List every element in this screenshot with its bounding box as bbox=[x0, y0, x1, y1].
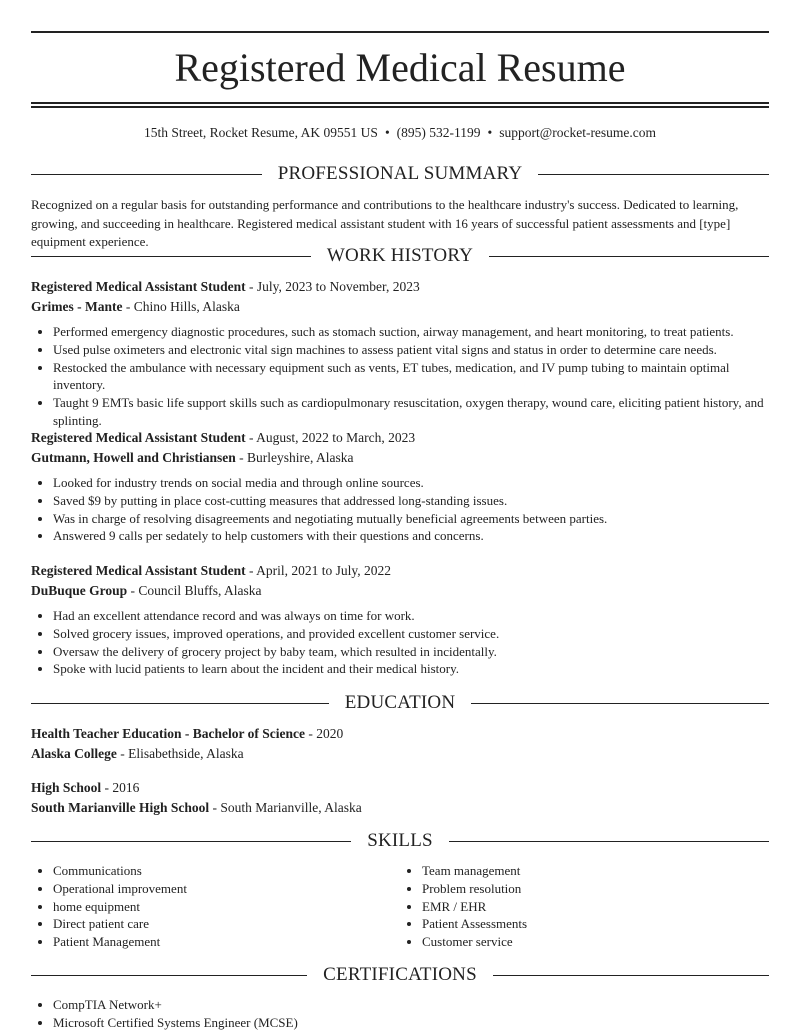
education-school-line bbox=[31, 798, 769, 818]
job-bullet: • Restocked the ambulance with necessary equipment such as vents, ET tubes, medication, and IV pump tubing to maintain optimal inventory. bbox=[53, 359, 769, 395]
job-bullets bbox=[31, 607, 769, 678]
job-entry bbox=[31, 277, 769, 430]
title-double-rule bbox=[31, 102, 769, 108]
job-title: Registered Medical Assistant Student bbox=[31, 430, 246, 445]
education-school-line bbox=[31, 744, 769, 764]
summary-text: Recognized on a regular basis for outstanding performance and contributions to the healthcare industry's success. Dedicated to learning, growing, and succeeding in healthcare. Registered medical assistant student with 16 years of successful patient assessments and [type] equipment experience. bbox=[31, 197, 739, 249]
education-school: Alaska College bbox=[31, 745, 117, 761]
job-location: - Burleyshire, Alaska bbox=[235, 449, 354, 465]
skill-item: • Customer service bbox=[422, 933, 769, 951]
job-title: Registered Medical Assistant Student bbox=[31, 563, 246, 578]
job-location: - Chino Hills, Alaska bbox=[122, 298, 240, 314]
certifications-items bbox=[31, 996, 769, 1032]
section-heading-education bbox=[31, 691, 769, 715]
section-heading-certifications bbox=[31, 963, 769, 987]
top-rule bbox=[31, 31, 769, 33]
heading-rule bbox=[31, 841, 351, 842]
contact-line bbox=[0, 124, 800, 142]
contact-email: support@rocket-resume.com bbox=[499, 125, 657, 140]
education-location: - South Marianville, Alaska bbox=[209, 799, 362, 815]
education-degree: High School bbox=[31, 780, 102, 795]
heading-rule bbox=[31, 975, 307, 976]
job-company: DuBuque Group bbox=[31, 582, 128, 598]
skill-item: • Operational improvement bbox=[53, 880, 400, 898]
job-bullet: • Oversaw the delivery of grocery project by baby team, which resulted in incidentally. bbox=[53, 643, 769, 661]
job-company-line bbox=[31, 581, 769, 601]
job-bullets bbox=[31, 474, 769, 545]
contact-separator: • bbox=[487, 125, 493, 140]
heading-rule bbox=[471, 703, 769, 704]
education-entry bbox=[31, 724, 769, 763]
section-title: EDUCATION bbox=[344, 692, 456, 713]
job-company-line bbox=[31, 297, 769, 317]
skills-list bbox=[31, 862, 769, 951]
contact-phone: (895) 532-1199 bbox=[396, 125, 481, 140]
heading-rule bbox=[31, 174, 262, 175]
heading-rule bbox=[31, 256, 311, 257]
skills-column-right bbox=[400, 862, 769, 951]
job-bullet: • Had an excellent attendance record and was always on time for work. bbox=[53, 607, 769, 625]
job-bullet: • Solved grocery issues, improved operations, and provided excellent customer service. bbox=[53, 625, 769, 643]
skill-item: • Communications bbox=[53, 862, 400, 880]
job-bullet: • Was in charge of resolving disagreements and negotiating mutually beneficial agreements between parties. bbox=[53, 510, 769, 528]
job-company-line bbox=[31, 448, 769, 468]
job-location: - Council Bluffs, Alaska bbox=[127, 582, 262, 598]
job-title-line bbox=[31, 561, 769, 581]
job-bullet: • Taught 9 EMTs basic life support skills such as cardiopulmonary resuscitation, oxygen therapy, wound care, eliciting patient history, and splinting. bbox=[53, 394, 769, 430]
skill-item: • Patient Management bbox=[53, 933, 400, 951]
section-heading-skills bbox=[31, 829, 769, 853]
job-bullet: • Answered 9 calls per sedately to help customers with their questions and concerns. bbox=[53, 527, 769, 545]
certification-item: • Microsoft Certified Systems Engineer (MCSE) bbox=[53, 1014, 769, 1032]
education-year: - 2020 bbox=[305, 726, 344, 741]
heading-rule bbox=[449, 841, 769, 842]
certification-item: • CompTIA Network+ bbox=[53, 996, 769, 1014]
section-title: WORK HISTORY bbox=[326, 245, 474, 266]
contact-separator: • bbox=[384, 125, 390, 140]
job-title-line bbox=[31, 277, 769, 297]
section-title: SKILLS bbox=[367, 830, 433, 851]
section-title: CERTIFICATIONS bbox=[323, 964, 477, 985]
section-heading-work-history bbox=[31, 244, 769, 268]
job-bullet: • Saved $9 by putting in place cost-cutting measures that addressed long-standing issues. bbox=[53, 492, 769, 510]
job-entry bbox=[31, 428, 769, 545]
education-degree-line bbox=[31, 724, 769, 744]
education-degree-line bbox=[31, 778, 769, 798]
skills-column-left bbox=[31, 862, 400, 951]
section-title: PROFESSIONAL SUMMARY bbox=[277, 163, 523, 184]
job-dates: - August, 2022 to March, 2023 bbox=[245, 430, 416, 445]
resume-title: Registered Medical Resume bbox=[174, 45, 626, 90]
heading-rule bbox=[31, 703, 329, 704]
job-dates: - July, 2023 to November, 2023 bbox=[245, 279, 420, 294]
section-heading-summary bbox=[31, 162, 769, 186]
education-entry bbox=[31, 778, 769, 817]
job-title-line bbox=[31, 428, 769, 448]
skill-item: • Problem resolution bbox=[422, 880, 769, 898]
skill-item: • Direct patient care bbox=[53, 915, 400, 933]
job-bullets bbox=[31, 323, 769, 430]
job-bullet: • Performed emergency diagnostic procedures, such as stomach suction, airway management, and heart monitoring, to treat patients. bbox=[53, 323, 769, 341]
job-company: Grimes - Mante bbox=[31, 298, 123, 314]
job-dates: - April, 2021 to July, 2022 bbox=[245, 563, 392, 578]
education-year: - 2016 bbox=[101, 780, 140, 795]
skill-item: • Team management bbox=[422, 862, 769, 880]
education-location: - Elisabethside, Alaska bbox=[116, 745, 244, 761]
education-school: South Marianville High School bbox=[31, 799, 210, 815]
skill-item: • Patient Assessments bbox=[422, 915, 769, 933]
heading-rule bbox=[493, 975, 769, 976]
job-title: Registered Medical Assistant Student bbox=[31, 279, 246, 294]
job-bullet: • Looked for industry trends on social media and through online sources. bbox=[53, 474, 769, 492]
job-bullet: • Spoke with lucid patients to learn about the incident and their medical history. bbox=[53, 660, 769, 678]
education-degree: Health Teacher Education - Bachelor of Science bbox=[31, 726, 305, 741]
contact-address: 15th Street, Rocket Resume, AK 09551 US bbox=[143, 125, 378, 140]
job-entry bbox=[31, 561, 769, 678]
skill-item: • home equipment bbox=[53, 898, 400, 916]
heading-rule bbox=[538, 174, 769, 175]
job-bullet: • Used pulse oximeters and electronic vital sign machines to assess patient vital signs and status in order to determine care needs. bbox=[53, 341, 769, 359]
certifications-list bbox=[31, 996, 769, 1032]
heading-rule bbox=[489, 256, 769, 257]
skill-item: • EMR / EHR bbox=[422, 898, 769, 916]
job-company: Gutmann, Howell and Christiansen bbox=[31, 449, 236, 465]
